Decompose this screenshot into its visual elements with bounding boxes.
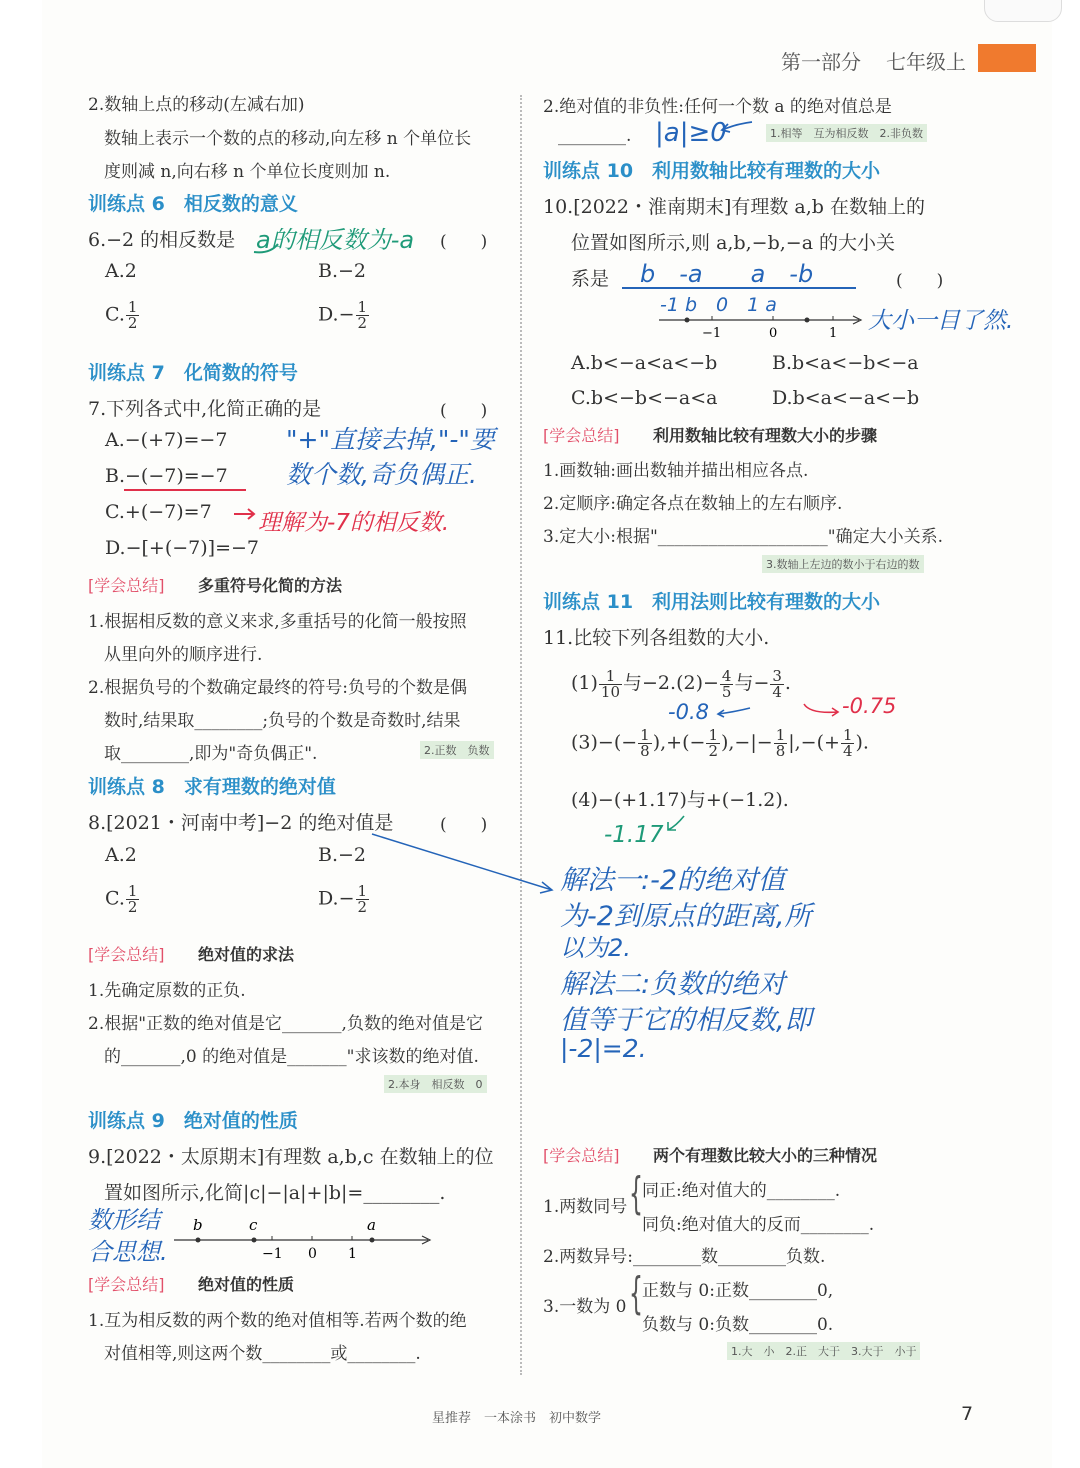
q9-line2: 置如图所示,化简|c|−|a|+|b|=________.: [104, 1182, 446, 1204]
q9-axis-b: b: [193, 1216, 203, 1234]
section-6-title: 训练点 6 相反数的意义: [88, 193, 298, 215]
r-p2-handwriting: |a|≥0: [655, 118, 727, 148]
sum7-line2c: 取________,即为"奇负偶正".: [104, 744, 318, 764]
sum8-line2b: 的_______,0 的绝对值是_______"求该数的绝对值.: [104, 1047, 479, 1067]
q7-option-b: B.−(−7)=−7: [105, 465, 228, 487]
sum11-tag: [学会总结]: [543, 1146, 620, 1165]
q10-handwriting-ticks: -1 b 0 1 a: [660, 294, 777, 316]
q11-hw-neg117: -1.17: [604, 822, 664, 848]
q6-option-c: C. $\frac{1}{2}$: [105, 298, 138, 332]
q8-option-d: D.− $\frac{1}{2}$: [318, 882, 368, 916]
q6-arrow: [250, 242, 280, 256]
sum8-title: 绝对值的求法: [198, 945, 295, 964]
sum10-line2: 2.定顺序:确定各点在数轴上的左右顺序.: [543, 494, 843, 514]
q6-handwriting: a的相反数为-a: [256, 226, 415, 254]
q10-paren: ( ): [896, 271, 944, 291]
sum11-answer: 1.大 小 2.正 大于 3.大于 小于: [727, 1342, 920, 1360]
sum9-title: 绝对值的性质: [198, 1275, 295, 1294]
sum11-case2: 2.两数异号:________数________负数.: [543, 1247, 826, 1267]
q10-tick-neg1: −1: [702, 326, 722, 341]
q10-line3: 系是: [571, 268, 610, 290]
q10-option-a: A.b<−a<a<−b: [571, 352, 718, 374]
column-divider: [520, 95, 522, 1375]
q7-stem: 7.下列各式中,化简正确的是: [88, 398, 322, 420]
window-corner: [984, 0, 1062, 22]
q10-handwriting-note: 大小一目了然.: [868, 308, 1014, 334]
header-part: 第一部分: [781, 50, 861, 74]
q6-option-a: A.2: [105, 260, 137, 282]
sum9-line1a: 1.互为相反数的两个数的绝对值相等.若两个数的绝: [88, 1311, 467, 1331]
section-11-title: 训练点 11 利用法则比较有理数的大小: [543, 591, 881, 613]
section-8-title: 训练点 8 求有理数的绝对值: [88, 776, 336, 798]
q10-option-c: C.b<−b<−a<a: [571, 387, 718, 409]
q8-solution-1a: 解法一:-2的绝对值: [560, 865, 786, 896]
q11-arrow-075: [800, 700, 844, 722]
sum11-brace-3: {: [629, 1268, 643, 1319]
q8-option-c: C. $\frac{1}{2}$: [105, 882, 138, 916]
sum10-tag: [学会总结]: [543, 426, 620, 445]
p2-line1: 数轴上表示一个数的点的移动,向左移 n 个单位长: [104, 129, 472, 149]
sum11-case3a: 正数与 0:正数________0,: [642, 1281, 834, 1301]
q9-handwriting-2: 合思想.: [88, 1238, 168, 1266]
q8-solution-1c: 以为2.: [560, 934, 631, 962]
q7-option-a: A.−(+7)=−7: [105, 429, 228, 451]
sum11-title: 两个有理数比较大小的三种情况: [653, 1146, 878, 1165]
q10-option-d: D.b<a<−a<−b: [772, 387, 920, 409]
q7-option-d: D.−[+(−7)]=−7: [105, 537, 260, 559]
q9-axis-c: c: [249, 1216, 258, 1234]
q6-stem: 6.−2 的相反数是: [88, 229, 236, 251]
sum7-title: 多重符号化简的方法: [198, 576, 343, 595]
sum8-tag: [学会总结]: [88, 945, 165, 964]
q8-option-a: A.2: [105, 844, 137, 866]
header-grade: 七年级上: [886, 50, 966, 74]
q11-hw-neg075: -0.75: [842, 694, 897, 718]
r-p2-line1: 2.绝对值的非负性:任何一个数 a 的绝对值总是: [543, 97, 892, 117]
q8-solution-2c: |-2|=2.: [560, 1034, 647, 1063]
sum11-case3b: 负数与 0:负数________0.: [642, 1315, 834, 1335]
header-accent-bar: [978, 44, 1036, 72]
q7-handwriting-2: 数个数,奇负偶正.: [286, 460, 477, 489]
section-10-title: 训练点 10 利用数轴比较有理数的大小: [543, 160, 881, 182]
q7-b-underline: [124, 489, 246, 491]
q8-arrow-to-solution: [370, 832, 560, 896]
sum7-line2a: 2.根据负号的个数确定最终的符号:负号的个数是偶: [88, 678, 467, 698]
sum8-line2a: 2.根据"正数的绝对值是它_______,负数的绝对值是它: [88, 1014, 483, 1034]
q6-option-b: B.−2: [318, 260, 367, 282]
q9-number-line: [170, 1214, 440, 1264]
q7-arrow: [232, 505, 258, 523]
q6-option-d: D.− $\frac{1}{2}$: [318, 298, 368, 332]
sum10-title: 利用数轴比较有理数大小的步骤: [653, 426, 878, 445]
q8-solution-1b: 为-2到原点的距离,所: [560, 901, 812, 932]
sum11-case3: 3.一数为 0: [543, 1297, 627, 1317]
q8-solution-2b: 值等于它的相反数,即: [560, 1005, 812, 1036]
q10-handwriting-order: b -a a -b: [640, 260, 814, 288]
q10-line2: 位置如图所示,则 a,b,−b,−a 的大小关: [571, 232, 896, 254]
sum9-tag: [学会总结]: [88, 1275, 165, 1294]
q10-option-b: B.b<a<−b<−a: [772, 352, 919, 374]
sum10-line1: 1.画数轴:画出数轴并描出相应各点.: [543, 461, 809, 481]
r-p2-line2: ________.: [558, 126, 632, 146]
r-top-answer: 1.相等 互为相反数 2.非负数: [766, 124, 927, 142]
q10-line1: 10.[2022・淮南期末]有理数 a,b 在数轴上的: [543, 196, 926, 218]
q8-solution-2a: 解法二:负数的绝对: [560, 969, 786, 1000]
q7-handwriting-1: "+"直接去掉,"-"要: [286, 425, 495, 454]
sum11-brace-1: {: [629, 1168, 643, 1219]
q9-handwriting-1: 数形结: [88, 1206, 160, 1234]
q11-part3: (3)−(− $\frac{1}{8}$ ),+(− $\frac{1}{2}$ ),−|− $\frac{1}{8}$ |,−(+ $\frac{1}{4}$ ).: [571, 726, 869, 760]
q11-stem: 11.比较下列各组数的大小.: [543, 627, 770, 649]
sum11-case1a: 同正:绝对值大的________.: [642, 1181, 841, 1201]
q7-option-c: C.+(−7)=7: [105, 501, 212, 523]
sum7-answer: 2.正数 负数: [420, 741, 494, 759]
sum10-line3: 3.定大小:根据"____________________"确定大小关系.: [543, 527, 943, 547]
q9-axis-a: a: [367, 1216, 376, 1234]
sum7-tag: [学会总结]: [88, 576, 165, 595]
r-p2-arrow: [718, 118, 754, 136]
q9-line1: 9.[2022・太原期末]有理数 a,b,c 在数轴上的位: [88, 1146, 494, 1168]
q10-number-line: [655, 300, 870, 342]
sum9-line1b: 对值相等,则这两个数________或________.: [104, 1344, 421, 1364]
sum8-answer: 2.本身 相反数 0: [384, 1075, 487, 1093]
q6-paren: ( ): [440, 232, 488, 252]
q11-part1-2: (1) $\frac{1}{10}$ 与−2.(2)− $\frac{4}{5}$ 与− $\frac{3}{4}$ .: [571, 666, 791, 701]
p2-title: 2.数轴上点的移动(左减右加): [88, 95, 305, 115]
section-9-title: 训练点 9 绝对值的性质: [88, 1110, 298, 1132]
page-number: 7: [961, 1403, 974, 1425]
q7-handwriting-3: 理解为-7的相反数.: [258, 510, 450, 536]
q11-arrow-117: [662, 812, 688, 836]
q9-tick-neg1: −1: [262, 1246, 283, 1262]
q9-tick-0: 0: [308, 1246, 317, 1262]
sum10-answer: 3.数轴上左边的数小于右边的数: [762, 555, 924, 573]
sum8-line1: 1.先确定原数的正负.: [88, 981, 246, 1001]
sum11-case1: 1.两数同号: [543, 1197, 628, 1217]
sum7-line1a: 1.根据相反数的意义来求,多重括号的化简一般按照: [88, 612, 467, 632]
q9-tick-1: 1: [348, 1246, 357, 1262]
q10-tick-1: 1: [829, 326, 838, 341]
sum11-case1b: 同负:绝对值大的反而________.: [642, 1215, 875, 1235]
q8-stem: 8.[2021・河南中考]−2 的绝对值是: [88, 812, 394, 834]
section-7-title: 训练点 7 化简数的符号: [88, 362, 298, 384]
sum7-line1b: 从里向外的顺序进行.: [104, 645, 263, 665]
q8-paren: ( ): [440, 815, 488, 835]
q11-hw-neg08: -0.8: [668, 700, 709, 724]
q11-arrow-08: [712, 702, 752, 720]
p2-line2: 度则减 n,向右移 n 个单位长度则加 n.: [104, 162, 391, 182]
footer-brand: 星推荐 一本涂书 初中数学: [432, 1411, 602, 1426]
q11-part4: (4)−(+1.17)与+(−1.2).: [571, 789, 789, 811]
q10-tick-0: 0: [769, 326, 778, 341]
sum7-line2b: 数时,结果取________;负号的个数是奇数时,结果: [104, 711, 461, 731]
q8-option-b: B.−2: [318, 844, 367, 866]
q10-hw-line: [622, 287, 856, 289]
q7-paren: ( ): [440, 401, 488, 421]
